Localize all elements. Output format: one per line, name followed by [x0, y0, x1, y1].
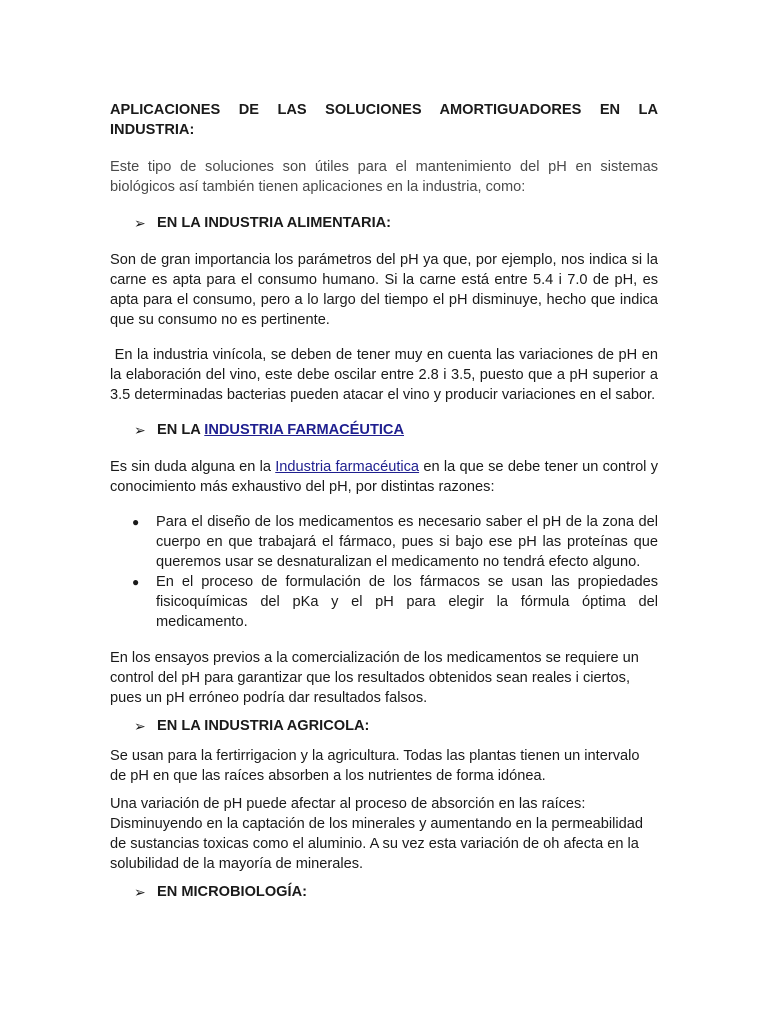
agricola-paragraph-1: Se usan para la fertirrigacion y la agricultura. Todas las plantas tienen un intervalo de pH en que las raíces absorben a los nutrientes de forma idónea. — [110, 748, 640, 784]
farmaceutica-p1-before: Es sin duda alguna en la — [110, 459, 276, 475]
heading-agricola-text: EN LA INDUSTRIA AGRICOLA: — [157, 718, 370, 734]
heading-farmaceutica-prefix: EN LA — [157, 422, 205, 438]
industria-farmaceutica-inline-link[interactable]: Industria farmacéutica — [275, 459, 420, 475]
arrow-bullet-icon: ➢ — [134, 422, 146, 438]
intro-paragraph: Este tipo de soluciones son útiles para el mantenimiento del pH en sistemas biológicos así también tienen aplicaciones en la industria, como: — [110, 159, 658, 195]
heading-agricola — [110, 716, 658, 736]
arrow-bullet-icon: ➢ — [134, 718, 146, 734]
list-item — [110, 572, 658, 632]
bullet-text-2: En el proceso de formulación de los fármacos se usan las propiedades fisicoquímicas del pKa y el pH para elegir la fórmula óptima del medicamento. — [156, 574, 658, 630]
bullet-dot-icon: ● — [132, 515, 140, 529]
heading-farmaceutica — [110, 420, 658, 440]
bullet-text-1: Para el diseño de los medicamentos es necesario saber el pH de la zona del cuerpo en que trabajará el fármaco, pues si bajo ese pH las proteínas que queremos usar se desnaturalizan el medicamento no tendrá efecto alguno. — [156, 514, 658, 570]
list-item — [110, 512, 658, 572]
farmaceutica-paragraph-2: En los ensayos previos a la comercialización de los medicamentos se requiere un control del pH para garantizar que los resultados obtenidos sean reales i ciertos, pues un pH erróneo podría dar resultados falsos. — [110, 650, 639, 706]
heading-microbiologia — [110, 882, 658, 902]
alimentaria-paragraph-2: En la industria vinícola, se deben de tener muy en cuenta las variaciones de pH en la elaboración del vino, este debe oscilar entre 2.8 i 3.5, puesto que a pH superior a 3.5 determinadas bacterias pueden atacar el vino y producir variaciones en el sabor. — [110, 347, 663, 403]
heading-alimentaria — [110, 213, 658, 233]
farmaceutica-p1-after: en la que se debe tener un control y conocimiento más exhaustivo del pH, por distintas razones: — [110, 459, 663, 495]
alimentaria-paragraph-1: Son de gran importancia los parámetros del pH ya que, por ejemplo, nos indica si la carne es apta para el consumo humano. Si la carne está entre 5.4 i 7.0 de pH, es apta para el consumo, pero a lo largo del tiempo el pH disminuye, hecho que indica que su consumo no es pertinente. — [110, 252, 658, 328]
heading-microbiologia-text: EN MICROBIOLOGÍA: — [157, 884, 307, 900]
farmaceutica-bullet-list — [110, 512, 658, 632]
farmaceutica-paragraph-1 — [110, 457, 663, 497]
arrow-bullet-icon: ➢ — [134, 215, 146, 231]
heading-alimentaria-text: EN LA INDUSTRIA ALIMENTARIA: — [157, 215, 392, 231]
arrow-bullet-icon: ➢ — [134, 884, 146, 900]
document-title: APLICACIONES DE LAS SOLUCIONES AMORTIGUADORES EN LA INDUSTRIA: — [110, 102, 658, 138]
bullet-dot-icon: ● — [132, 575, 140, 589]
agricola-paragraph-2: Una variación de pH puede afectar al proceso de absorción en las raíces: Disminuyendo en la captación de los minerales y aumentando en la permeabilidad de sustancias toxicas como el aluminio. A su vez esta variación de oh afecta en la solubilidad de la mayoría de minerales. — [110, 796, 643, 872]
industria-farmaceutica-heading-link[interactable]: INDUSTRIA FARMACÉUTICA — [204, 422, 405, 438]
document-page — [110, 100, 663, 919]
